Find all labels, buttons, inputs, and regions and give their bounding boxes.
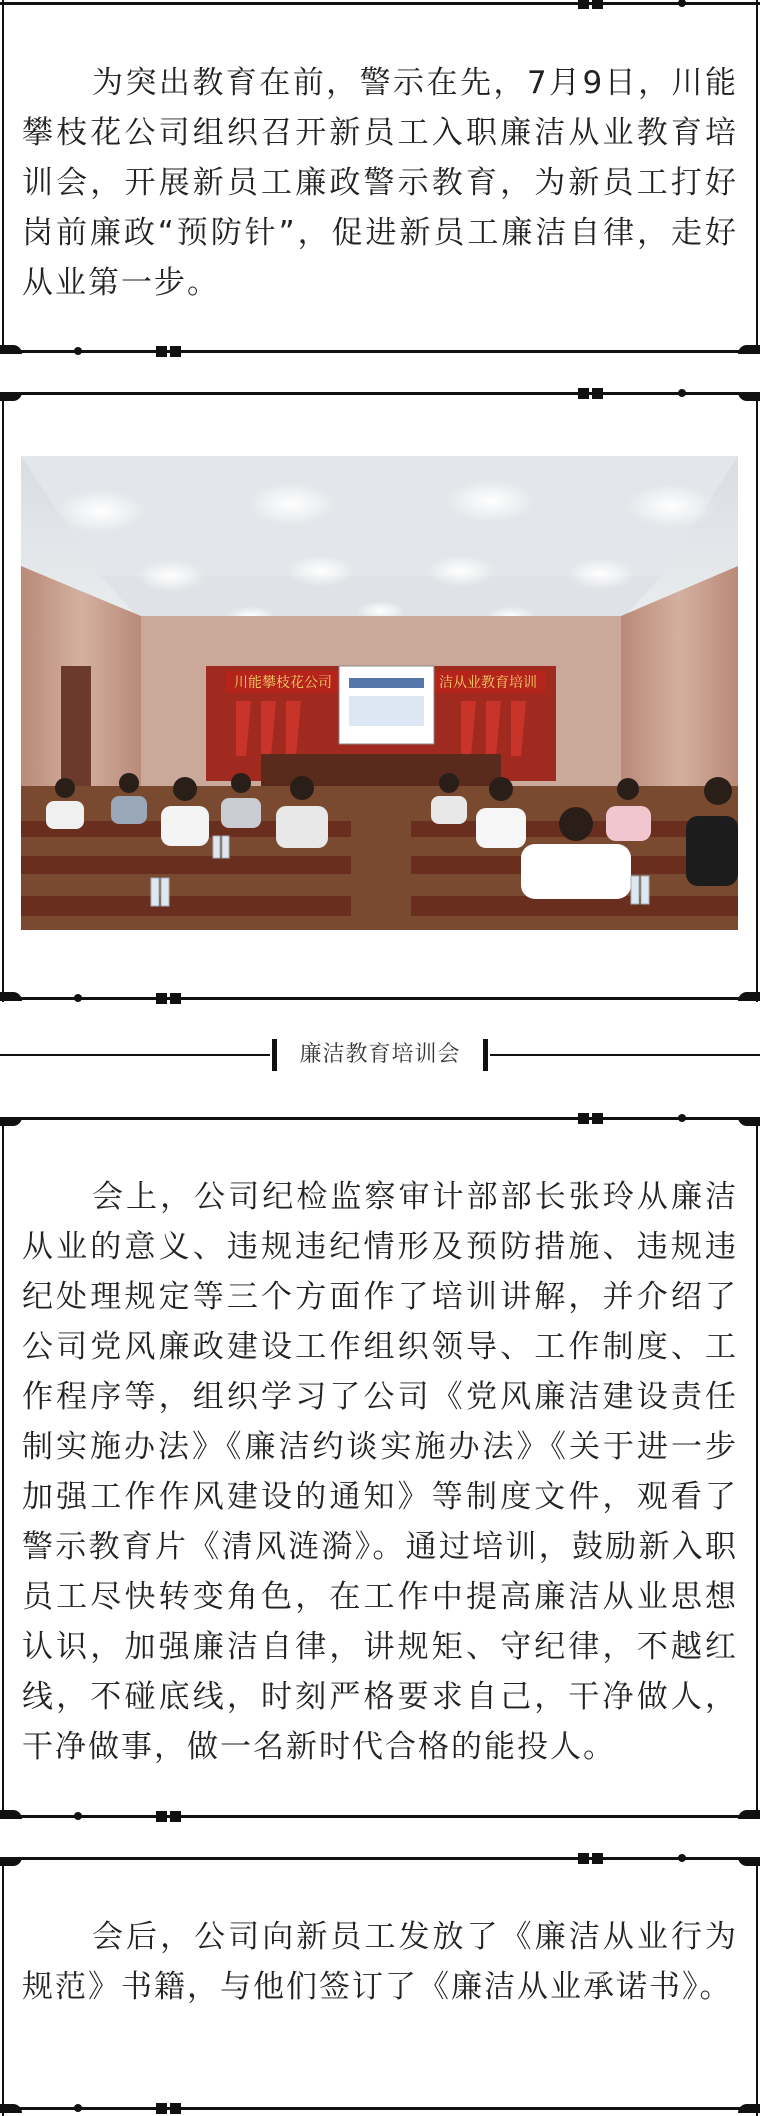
photo-caption: 廉洁教育培训会 [299,1042,461,1067]
banner-left-text: 川能攀枝花公司 [234,675,332,691]
frame-ornament-square [592,1853,603,1864]
frame-ornament-square [592,0,603,9]
frame-ornament-square [156,346,167,357]
frame-bottom-line [0,350,760,353]
after-paragraph: 会后，公司向新员工发放了《廉洁从业行为规范》书籍，与他们签订了《廉洁从业承诺书》。 [22,1919,738,2005]
frame-ornament-dot [74,1812,82,1820]
frame-corner [738,1857,760,1866]
frame-corner [738,1810,760,1819]
frame-ornament-square [156,2103,167,2114]
frame-ornament-square [170,2103,181,2114]
frame-ornament-square [578,388,589,399]
divider-bar-left [272,1039,277,1071]
frame-ornament-dot [678,389,686,397]
divider-bar-right [483,1039,488,1071]
frame-ornament-square [170,1811,181,1822]
frame-ornament-square [592,388,603,399]
divider-line-right [490,1054,760,1056]
frame-top-line [0,1857,760,1860]
frame-top-line [0,392,760,395]
frame-top-line [0,1117,760,1120]
frame-ornament-square [578,1853,589,1864]
frame-ornament-square [170,346,181,357]
frame-bottom-line [0,2107,760,2110]
frame-corner [0,345,22,354]
frame-ornament-dot [74,994,82,1002]
frame-corner [738,2104,760,2113]
frame-ornament-square [156,993,167,1004]
frame-corner [0,1810,22,1819]
frame-ornament-dot [678,1854,686,1862]
frame-corner [738,345,760,354]
banner-right-text: 洁从业教育培训 [439,675,537,691]
meeting-paragraph: 会上，公司纪检监察审计部部长张玲从廉洁从业的意义、违规违纪情形及预防措施、违规违纪处理规定等三个方面作了培训讲解，并介绍了公司党风廉政建设工作组织领导、工作制度、工作程序等，组织学习了公司《党风廉洁建设责任制实施办法》《廉洁约谈实施办法》《关于进一步加强工作作风建设的通知》等制度文件，观看了警示教育片《清风涟漪》。通过培训，鼓励新入职员工尽快转变角色，在工作中提高廉洁从业思想认识，加强廉洁自律，讲规矩、守纪律，不越红线，不碰底线，时刻严格要求自己，干净做人，干净做事，做一名新时代合格的能投人。 [22,1179,738,1765]
frame-ornament-square [578,1113,589,1124]
frame-corner [0,2104,22,2113]
caption-divider [0,1035,760,1075]
frame-bottom-line [0,1815,760,1818]
frame-ornament-square [170,993,181,1004]
frame-ornament-square [156,1811,167,1822]
frame-corner [738,392,760,401]
frame-ornament-dot [74,2104,82,2112]
divider-line-left [0,1054,270,1056]
frame-ornament-dot [678,1114,686,1122]
frame-corner [738,1117,760,1126]
intro-paragraph: 为突出教育在前，警示在先，7月9日，川能攀枝花公司组织召开新员工入职廉洁从业教育培训会，开展新员工廉政警示教育，为新员工打好岗前廉政“预防针”，促进新员工廉洁自律，走好从业第一步。 [22,65,738,301]
frame-corner [738,992,760,1001]
frame-corner [0,992,22,1001]
frame-top-line [0,2,760,5]
frame-bottom-line [0,997,760,1000]
training-meeting-photo [21,456,738,930]
frame-ornament-square [578,0,589,9]
frame-ornament-square [592,1113,603,1124]
frame-ornament-dot [74,347,82,355]
